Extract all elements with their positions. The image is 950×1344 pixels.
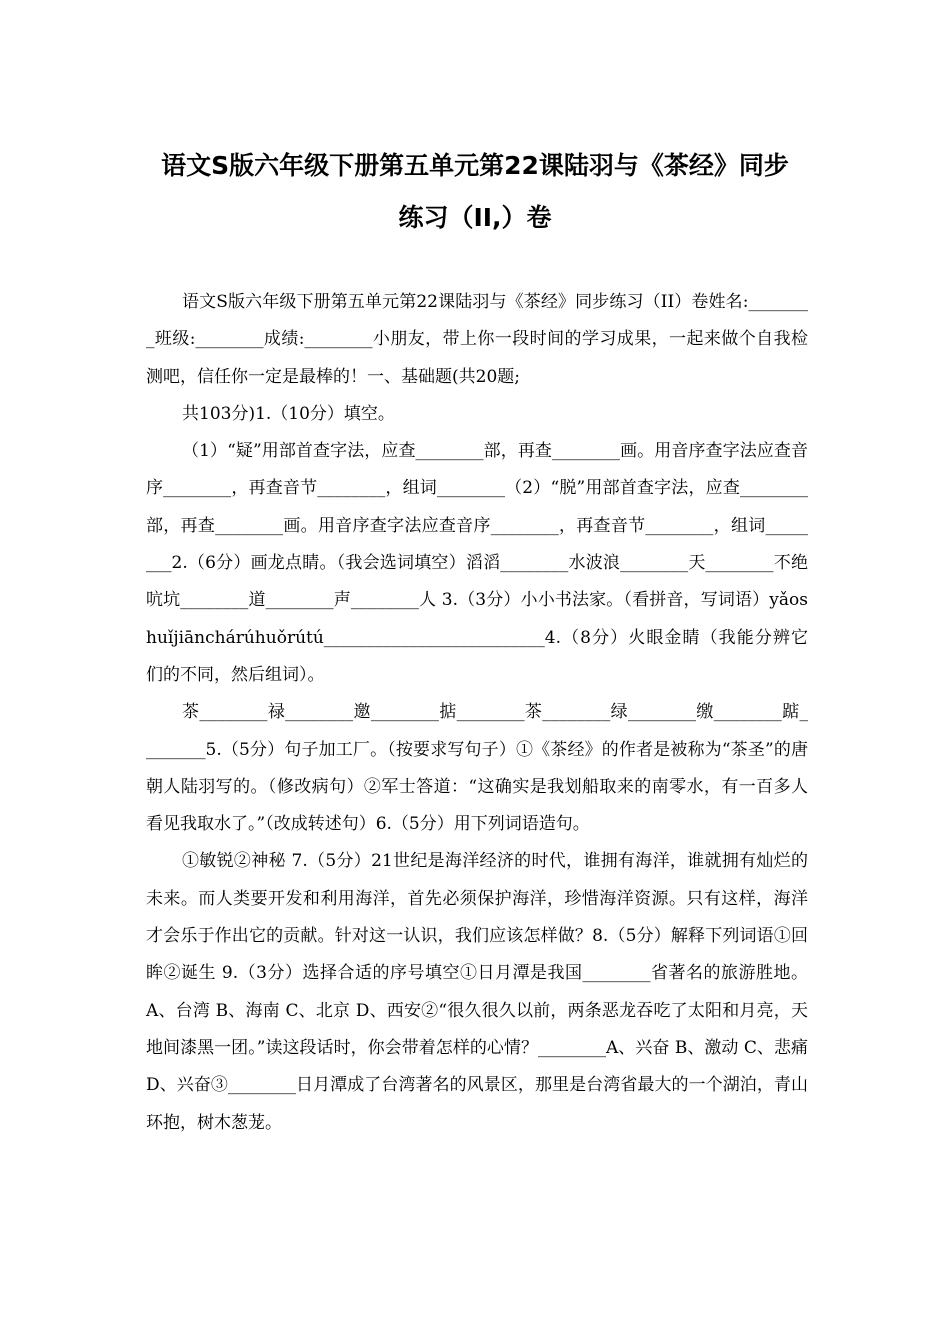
paragraph-q1-header: 共103分)1.（10分）填空。 (182, 403, 395, 424)
paragraph-q1-q4: （1）“疑”用部首查字法，应查________部，再查________画。用音序查字法应查音序________，再查音节________，组词________（2）“脱”用部首查字法，应查________部，再查________画。用音序查字法应查音序________，再查音节________，组词________2.（6分）画龙点睛。（我会选词填空）滔滔________水波浪________天________不绝吭坑________道________声________人 3.（3分）小小书法家。（看拼音，写词语）yǎoshuǐjiānchárúhuǒrútú__________________________4.（8分）火眼金睛（我能分辨它们的不同，然后组词）。 (146, 441, 808, 685)
document-title-line-2: 练习（II,）卷 (398, 203, 552, 232)
document-title-line-1: 语文S版六年级下册第五单元第22课陆羽与《茶经》同步 (161, 151, 789, 180)
paragraph-q4-q6: 茶________禄________邀________掂________茶________绿________缴________踮________5.（5分）句子加工厂。（按要求写句子）①《茶经》的作者是被称为“茶圣”的唐朝人陆羽写的。（修改病句）②军士答道：“这确实是我划船取来的南零水，有一百多人看见我取水了。”（改成转述句）6.（5分）用下列词语造句。 (146, 702, 808, 835)
paragraph-q6-q9: ①敏锐②神秘 7.（5分）21世纪是海洋经济的时代，谁拥有海洋，谁就拥有灿烂的未来。而人类要开发和利用海洋，首先必须保护海洋，珍惜海洋资源。只有这样，海洋才会乐于作出它的贡献。针对这一认识，我们应该怎样做？8.（5分）解释下列词语①回眸②诞生 9.（3分）选择合适的序号填空①日月潭是我国________省著名的旅游胜地。A、台湾 B、海南 C、北京 D、西安②“很久很久以前，两条恶龙吞吃了太阳和月亮，天地间漆黑一团。”读这段话时，你会带着怎样的心情？________A、兴奋 B、激动 C、悲痛 D、兴奋③________日月潭成了台湾著名的风景区，那里是台湾省最大的一个湖泊，青山环抱，树木葱茏。 (146, 851, 808, 1133)
document-body (146, 284, 808, 1142)
paragraph-intro: 语文S版六年级下册第五单元第22课陆羽与《茶经》同步练习（II）卷姓名:________班级:________成绩:________小朋友，带上你一段时间的学习成果，一起来做个自我检测吧，信任你一定是最棒的！一、基础题(共20题; (146, 292, 808, 387)
